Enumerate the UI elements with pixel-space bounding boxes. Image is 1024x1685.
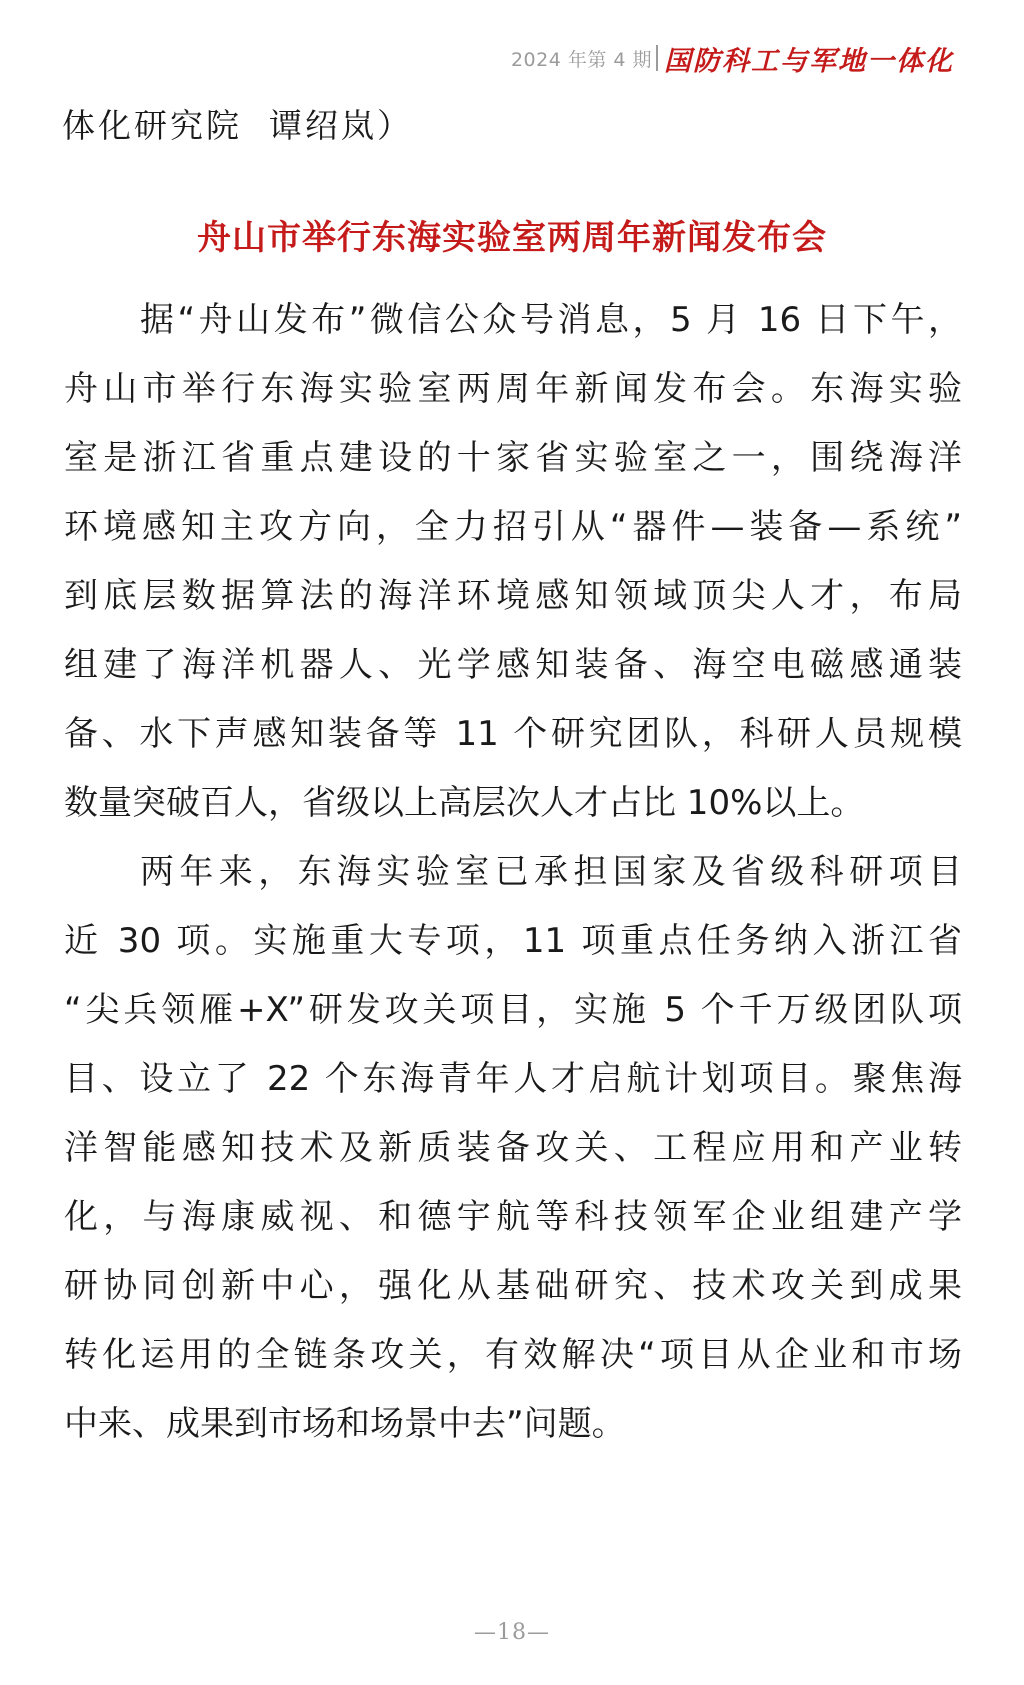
paragraph-2-line: 洋智能感知技术及新质装备攻关、工程应用和产业转	[64, 1128, 962, 1168]
paragraph-2-line: 中来、成果到市场和场景中去”问题。	[64, 1404, 626, 1444]
paragraph-2-line: “尖兵领雁+X”研发攻关项目，实施 5 个千万级团队项	[64, 990, 962, 1030]
article-title: 舟山市举行东海实验室两周年新闻发布会	[197, 218, 827, 258]
paragraph-1-line: 据“舟山发布”微信公众号消息，5 月 16 日下午，	[140, 300, 962, 340]
article-body	[64, 286, 962, 1459]
paragraph-2-line: 目、设立了 22 个东海青年人才启航计划项目。聚焦海	[64, 1059, 962, 1099]
paragraph-1-line: 到底层数据算法的海洋环境感知领域顶尖人才，布局	[64, 576, 962, 616]
paragraph-2-line: 化，与海康威视、和德宇航等科技领军企业组建产学	[64, 1197, 962, 1237]
previous-article-continuation: 体化研究院 谭绍岚）	[62, 106, 413, 145]
publication-brand: 国防科工与军地一体化	[664, 45, 954, 77]
paragraph-1-line: 舟山市举行东海实验室两周年新闻发布会。东海实验	[64, 369, 962, 409]
paragraph-1-line: 数量突破百人，省级以上高层次人才占比 10%以上。	[64, 783, 865, 823]
paragraph-2-line: 研协同创新中心，强化从基础研究、技术攻关到成果	[64, 1266, 962, 1306]
paragraph-1-line: 环境感知主攻方向，全力招引从“器件—装备—系统”	[64, 507, 962, 547]
paragraph-2-line: 两年来，东海实验室已承担国家及省级科研项目	[140, 852, 962, 892]
page-number: —18—	[474, 1620, 550, 1645]
paragraph-1-line: 室是浙江省重点建设的十家省实验室之一，围绕海洋	[64, 438, 962, 478]
paragraph-1-line: 组建了海洋机器人、光学感知装备、海空电磁感通装	[64, 645, 962, 685]
paragraph-2-line: 转化运用的全链条攻关，有效解决“项目从企业和市场	[64, 1335, 962, 1375]
header-divider	[656, 45, 658, 71]
issue-label: 2024 年第 4 期	[510, 48, 652, 71]
paragraph-2-line: 近 30 项。实施重大专项，11 项重点任务纳入浙江省	[64, 921, 962, 961]
page-header	[511, 38, 954, 78]
paragraph-1-line: 备、水下声感知装备等 11 个研究团队，科研人员规模	[64, 714, 962, 754]
